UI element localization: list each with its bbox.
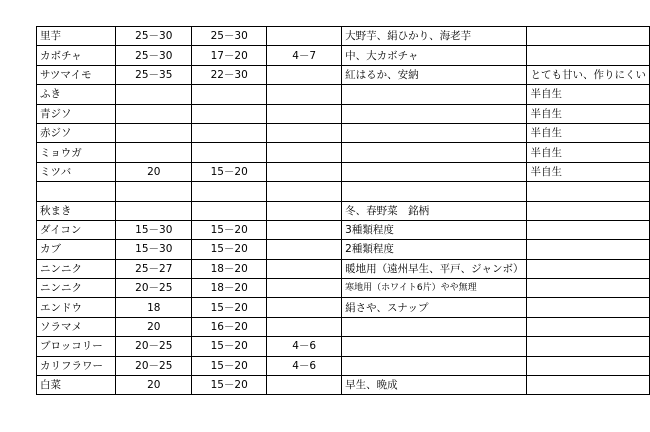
cell-variety-note: 2種類程度 [342, 240, 527, 259]
cell-value-a: 20 [116, 162, 192, 181]
cell-remark [527, 376, 650, 395]
cell-remark [527, 259, 650, 278]
cell-value-b: 15－20 [192, 298, 267, 317]
cell-crop-name: ふき [37, 85, 116, 104]
cell-crop-name: 赤ジソ [37, 123, 116, 142]
table-row [37, 85, 650, 104]
cell-value-c [267, 220, 342, 239]
table-row [37, 27, 650, 46]
cell-value-b [192, 85, 267, 104]
cell-value-c: 4－6 [267, 356, 342, 375]
cell-remark: 半自生 [527, 104, 650, 123]
table-row [37, 317, 650, 336]
cell-value-b [192, 201, 267, 220]
cell-value-c [267, 240, 342, 259]
cell-crop-name: 青ジソ [37, 104, 116, 123]
cell-variety-note [342, 317, 527, 336]
cell-crop-name: ニンニク [37, 279, 116, 298]
cell-value-a [116, 104, 192, 123]
cell-value-b [192, 123, 267, 142]
cell-value-c [267, 162, 342, 181]
cell-value-a: 15－30 [116, 220, 192, 239]
cell-variety-note: 紅はるか、安納 [342, 65, 527, 84]
cell-remark [527, 298, 650, 317]
cell-variety-note: 中、大カボチャ [342, 46, 527, 65]
cell-value-c [267, 298, 342, 317]
cell-variety-note [342, 143, 527, 162]
cell-crop-name: ブロッコリー [37, 337, 116, 356]
cell-remark [527, 220, 650, 239]
cell-variety-note: 暖地用（遠州早生、平戸、ジャンボ） [342, 259, 527, 278]
cell-value-a [116, 85, 192, 104]
cell-value-c [267, 143, 342, 162]
cell-remark [527, 356, 650, 375]
cell-variety-note: 寒地用（ホワイト6片）やや無理 [342, 279, 527, 298]
cell-value-a: 25－30 [116, 46, 192, 65]
table-row [37, 123, 650, 142]
cell-value-a [116, 143, 192, 162]
cell-value-b [192, 143, 267, 162]
cell-value-b: 18－20 [192, 259, 267, 278]
cell-variety-note [342, 356, 527, 375]
cell-value-a: 20－25 [116, 279, 192, 298]
table-row [37, 298, 650, 317]
cell-value-b: 15－20 [192, 376, 267, 395]
cell-remark [527, 240, 650, 259]
cell-value-b: 15－20 [192, 220, 267, 239]
cell-value-a: 18 [116, 298, 192, 317]
cell-value-b [192, 104, 267, 123]
cell-remark [527, 46, 650, 65]
cell-value-c [267, 27, 342, 46]
table-body [37, 27, 650, 395]
cell-remark: 半自生 [527, 123, 650, 142]
table-row [37, 259, 650, 278]
table-row [37, 337, 650, 356]
cell-value-c [267, 85, 342, 104]
cell-value-c [267, 201, 342, 220]
table-row [37, 182, 650, 201]
table-row [37, 104, 650, 123]
table-row [37, 201, 650, 220]
cell-crop-name: ミツバ [37, 162, 116, 181]
cell-crop-name: 里芋 [37, 27, 116, 46]
cell-value-c [267, 123, 342, 142]
cell-variety-note [342, 162, 527, 181]
cell-crop-name: ミョウガ [37, 143, 116, 162]
cell-value-c [267, 104, 342, 123]
cell-crop-name: サツマイモ [37, 65, 116, 84]
cell-value-c [267, 65, 342, 84]
cell-value-a: 25－30 [116, 27, 192, 46]
cell-variety-note [342, 85, 527, 104]
cell-variety-note: 冬、春野菜 銘柄 [342, 201, 527, 220]
cell-value-a: 25－27 [116, 259, 192, 278]
cell-value-b: 22－30 [192, 65, 267, 84]
cell-value-c [267, 182, 342, 201]
cell-value-b: 15－20 [192, 240, 267, 259]
cell-variety-note: 3種類程度 [342, 220, 527, 239]
table-row [37, 143, 650, 162]
cell-value-c: 4－7 [267, 46, 342, 65]
cell-remark [527, 201, 650, 220]
table-row [37, 46, 650, 65]
cell-value-a: 20 [116, 376, 192, 395]
cell-value-a: 15－30 [116, 240, 192, 259]
cell-remark [527, 337, 650, 356]
cell-variety-note [342, 182, 527, 201]
cell-variety-note: 絹さや、スナップ [342, 298, 527, 317]
table-row [37, 376, 650, 395]
table-row [37, 240, 650, 259]
cell-value-b: 15－20 [192, 356, 267, 375]
table-row [37, 220, 650, 239]
cell-value-b: 16－20 [192, 317, 267, 336]
cell-value-b: 25－30 [192, 27, 267, 46]
cell-crop-name: カリフラワー [37, 356, 116, 375]
cell-value-a: 20－25 [116, 356, 192, 375]
cell-remark: 半自生 [527, 143, 650, 162]
cell-value-a: 20 [116, 317, 192, 336]
cell-value-b [192, 182, 267, 201]
cell-value-b: 15－20 [192, 337, 267, 356]
cell-value-c [267, 317, 342, 336]
cell-crop-name: 白菜 [37, 376, 116, 395]
cell-value-c [267, 376, 342, 395]
cell-value-a: 25－35 [116, 65, 192, 84]
cell-value-b: 15－20 [192, 162, 267, 181]
cell-value-c [267, 259, 342, 278]
cell-remark [527, 27, 650, 46]
cell-variety-note [342, 104, 527, 123]
cell-variety-note: 早生、晩成 [342, 376, 527, 395]
cell-crop-name: ソラマメ [37, 317, 116, 336]
cell-variety-note [342, 337, 527, 356]
cell-crop-name: ダイコン [37, 220, 116, 239]
cell-value-a: 20－25 [116, 337, 192, 356]
cell-remark [527, 182, 650, 201]
cell-crop-name: ニンニク [37, 259, 116, 278]
table-row [37, 279, 650, 298]
vegetable-table [36, 26, 650, 395]
cell-value-a [116, 123, 192, 142]
cell-remark [527, 279, 650, 298]
cell-value-c: 4－6 [267, 337, 342, 356]
table-row [37, 65, 650, 84]
cell-variety-note [342, 123, 527, 142]
table-row [37, 356, 650, 375]
cell-crop-name: 秋まき [37, 201, 116, 220]
cell-crop-name: カボチャ [37, 46, 116, 65]
cell-remark: 半自生 [527, 85, 650, 104]
cell-crop-name: エンドウ [37, 298, 116, 317]
cell-value-b: 17－20 [192, 46, 267, 65]
cell-remark: 半自生 [527, 162, 650, 181]
cell-crop-name: カブ [37, 240, 116, 259]
cell-crop-name [37, 182, 116, 201]
cell-variety-note: 大野芋、絹ひかり、海老芋 [342, 27, 527, 46]
cell-value-b: 18－20 [192, 279, 267, 298]
cell-value-a [116, 182, 192, 201]
cell-remark [527, 317, 650, 336]
table-row [37, 162, 650, 181]
cell-value-c [267, 279, 342, 298]
cell-value-a [116, 201, 192, 220]
cell-remark: とても甘い、作りにくい [527, 65, 650, 84]
